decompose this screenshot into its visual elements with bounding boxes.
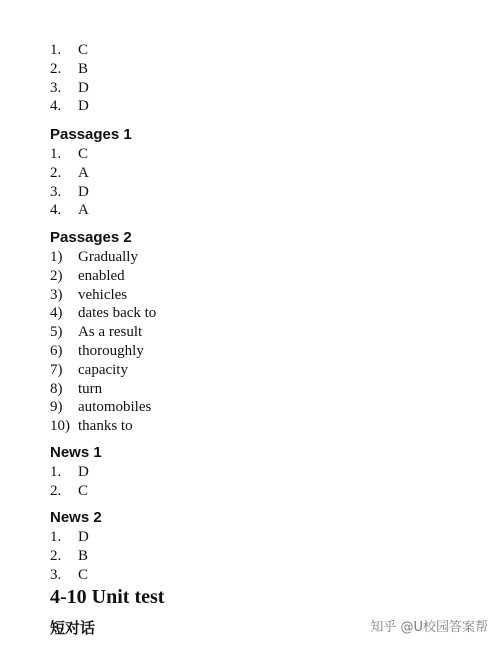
answer-row — [50, 342, 480, 361]
answer-row — [50, 248, 480, 267]
item-answer: thanks to — [78, 418, 133, 435]
answer-row — [50, 183, 480, 202]
item-answer: B — [78, 547, 89, 564]
item-answer: A — [78, 164, 89, 181]
item-number: 3) — [50, 286, 63, 303]
item-number: 3. — [50, 183, 62, 200]
section-heading: Passages 2 — [50, 229, 132, 246]
section-heading: Passages 1 — [50, 126, 132, 143]
answer-row — [50, 97, 480, 116]
answer-row — [50, 380, 480, 399]
answer-row — [50, 60, 480, 79]
item-number: 6) — [50, 342, 63, 359]
answer-row — [50, 398, 480, 417]
answer-section-news-1 — [50, 443, 480, 501]
sub-heading-text: 短对话 — [50, 619, 96, 637]
unit-title-text: 4-10 Unit test — [50, 586, 165, 608]
item-answer: C — [78, 482, 89, 499]
item-answer: automobiles — [78, 399, 152, 416]
answer-row — [50, 547, 480, 566]
item-answer: C — [78, 42, 89, 58]
item-number: 2. — [50, 482, 62, 499]
item-number: 4. — [50, 98, 62, 115]
item-number: 3. — [50, 566, 62, 583]
item-number: 2) — [50, 267, 63, 284]
item-number: 9) — [50, 399, 63, 416]
answer-row — [50, 145, 480, 164]
item-answer: D — [78, 529, 89, 545]
answer-section-passages-1 — [50, 125, 480, 220]
source-watermark: 知乎 @U校园答案帮 — [370, 620, 488, 635]
answer-row — [50, 482, 480, 501]
item-answer: vehicles — [78, 286, 128, 303]
answer-section-intro — [50, 41, 480, 116]
answer-row — [50, 361, 480, 380]
answer-row — [50, 79, 480, 98]
item-number: 2. — [50, 164, 62, 181]
item-number: 1. — [50, 529, 62, 545]
item-number: 1) — [50, 249, 63, 265]
item-number: 2. — [50, 547, 62, 564]
section-heading: News 2 — [50, 509, 102, 526]
item-number: 4. — [50, 202, 62, 219]
answer-row — [50, 164, 480, 183]
item-number: 5) — [50, 324, 63, 341]
item-answer: turn — [78, 380, 103, 397]
item-answer: C — [78, 146, 89, 162]
answer-row — [50, 286, 480, 305]
item-answer: dates back to — [78, 305, 157, 322]
item-number: 2. — [50, 60, 62, 77]
item-answer: capacity — [78, 361, 128, 378]
answer-row — [50, 463, 480, 482]
item-answer: D — [78, 98, 89, 115]
answer-row — [50, 41, 480, 60]
answer-row — [50, 267, 480, 286]
answer-row — [50, 201, 480, 220]
item-number: 8) — [50, 380, 63, 397]
unit-test-title — [50, 585, 480, 609]
item-answer: enabled — [78, 267, 125, 284]
item-number: 1. — [50, 146, 62, 162]
item-number: 10) — [50, 418, 70, 435]
answer-row — [50, 566, 480, 585]
item-answer: A — [78, 202, 89, 219]
item-answer: C — [78, 566, 89, 583]
item-answer: As a result — [78, 324, 143, 341]
item-number: 4) — [50, 305, 63, 322]
item-answer: D — [78, 464, 89, 480]
item-answer: B — [78, 60, 89, 77]
item-number: 1. — [50, 42, 62, 58]
item-number: 3. — [50, 79, 62, 96]
item-number: 7) — [50, 361, 63, 378]
answer-row — [50, 323, 480, 342]
item-answer: D — [78, 183, 89, 200]
answer-row — [50, 528, 480, 547]
section-heading: News 1 — [50, 444, 102, 461]
answer-row — [50, 304, 480, 323]
item-answer: thoroughly — [78, 342, 144, 359]
item-answer: D — [78, 79, 89, 96]
answer-row — [50, 417, 480, 436]
answer-section-passages-2 — [50, 228, 480, 436]
answer-section-news-2 — [50, 508, 480, 584]
item-answer: Gradually — [78, 249, 138, 265]
item-number: 1. — [50, 464, 62, 480]
